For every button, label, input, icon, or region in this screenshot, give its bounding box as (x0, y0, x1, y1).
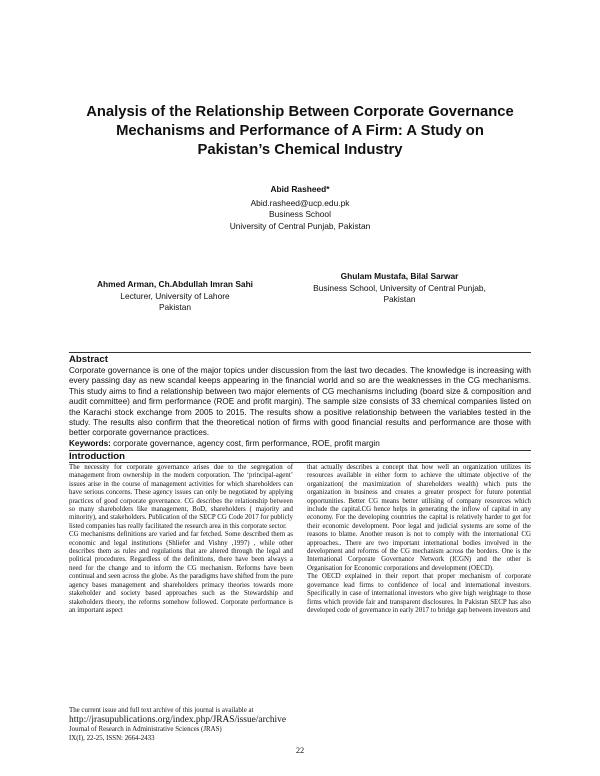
footnote-block (69, 707, 339, 743)
abstract-heading: Abstract (69, 354, 108, 365)
main-author-dept: Business School (269, 209, 331, 220)
issue-info: IX(I), 22-25, ISSN: 2664-2433 (69, 734, 155, 742)
main-author-name: Abid Rasheed* (270, 184, 330, 194)
paper-title (60, 103, 540, 160)
paragraph: The OECD explained in their report that proper mechanism of corporate governance lead firms to confidence of local and international investors. Specifically in case of international investors who give high weightage to those firms which provide fair and transparent disclosures. In Pakistan SECP has also developed code of governance in early 2017 to bridge gap between investors and (307, 573, 531, 614)
main-author-university: University of Central Punjab, Pakistan (229, 220, 371, 231)
body-column-right (307, 464, 531, 615)
introduction-heading: Introduction (69, 451, 125, 462)
coauthor-block-right (287, 271, 512, 306)
coauthor-left-country: Pakistan (158, 302, 192, 312)
introduction-top-rule (69, 450, 531, 451)
keywords-line (69, 439, 380, 448)
archive-link[interactable]: http://jrasupublications.org/index.php/JRAS/issue/archive (69, 715, 286, 726)
title-line-1: Analysis of the Relationship Between Corporate Governance (86, 104, 514, 120)
coauthor-left-affiliation: Lecturer, University of Lahore (120, 290, 230, 301)
body-column-left (69, 464, 293, 615)
coauthor-block-left (65, 279, 285, 314)
footnote-archive-note: The current issue and full text archive of this journal is available at (69, 707, 254, 714)
paragraph: that actually describes a concept that how well an organization utilizes its resources available in either form to achieve the ultimate objective of the organization( the maximization of shareholders wealth) which puts the organization in business and creates a greater prospect for future potential opportunities. Better CG means better utilising of company resources which include the capital.CG hence helps in generating the inflow of capital in any economy. For the developing countries the capital is relatively harder to get for their economic development. Poor legal and judicial systems are some of the reasons to blame. Another reason is not to comply with the international CG approaches.. There are two important international bodies involved in the development and reforms of the CG mechanism across the borders. One is the International Corporate Governance Network (ICGN) and the other is Organisation for Economic corporations and development (OECD). (307, 464, 531, 572)
coauthor-right-affiliation: Business School, University of Central Punjab, (313, 282, 486, 293)
journal-name: Journal of Research in Administrative Sciences (JRAS) (69, 726, 222, 734)
page-number: 22 (295, 746, 305, 755)
coauthor-left-names: Ahmed Arman, Ch.Abdullah Imran Sahi (96, 279, 254, 289)
paragraph: CG mechanisms definitions are varied and far fetched. Some described them as economic and legal institutions (Shliefer and Vishny ,1997) , while other describes them as rules and regulations that are altered through the legal and political procedures. Regardless of the definitions, there have been always a need for the change and to inform the CG mechanism. Reforms have been continual and seen across the globe. As the paradigms have shifted from the pure agency bases management and shareholders primacy theories towards more stakeholder and society based approaches such as the Stewardship and stakeholders theory, the reforms somehow followed. Corporate performance is an important aspect (69, 531, 293, 614)
keywords-label: Keywords: (69, 438, 111, 448)
main-author-block (150, 184, 450, 232)
paragraph: The necessity for corporate governance arises due to the segregation of management from ownership in the modern corporation. The ‘principal-agent’ issues arise in the course of management activities for which shareholders can have serious concerns. These agency issues can only be negotiated by applying practices of good corporate governance. CG describes the relationship between so many shareholders like management, BoD, shareholders ( majority and minority), and stakeholders. Publication of the SECP CG Code 2017 for publicly listed companies has really facilitated the research area in this corporate sector. (69, 464, 293, 530)
coauthor-right-country: Pakistan (383, 294, 416, 304)
abstract-body: Corporate governance is one of the major topics under discussion from the last two decades. The knowledge is increasing with every passing day as new scandal keeps appearing in the financial world and so are the weaknesses in the CG mechanisms. This study aims to find a relationship between two major elements of CG mechanisms including (board size & composition and audit committee) and firm performance (ROE and profit margin). The sample size consists of 33 chemical companies listed on the Karachi stock exchange from 2005 to 2015. The results show a positive relationship between the variables tested in the study. The results also confirm that the theoretical notion of firms with good financial results and performance are those with better corporate governance practices. (69, 366, 531, 438)
title-line-2: Mechanisms and Performance of A Firm: A Study on (116, 123, 484, 139)
coauthor-right-names: Ghulam Mustafa, Bilal Sarwar (340, 271, 459, 281)
introduction-bottom-rule (69, 462, 531, 463)
main-author-email[interactable]: Abid.rasheed@ucp.edu.pk (250, 198, 350, 209)
title-line-3: Pakistan’s Chemical Industry (197, 142, 403, 158)
abstract-text (69, 366, 531, 449)
keywords-value: corporate governance, agency cost, firm performance, ROE, profit margin (110, 438, 380, 448)
abstract-top-rule (69, 352, 531, 353)
